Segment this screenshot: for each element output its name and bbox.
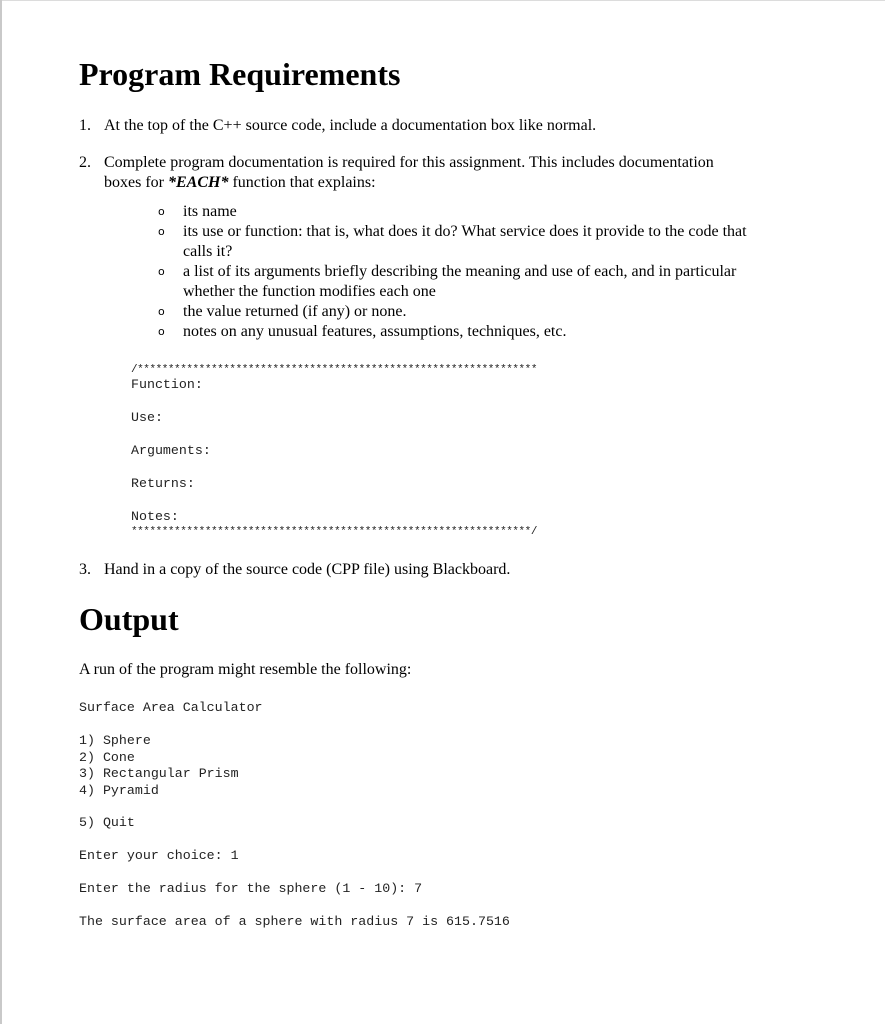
documentation-bullet-list [158, 202, 808, 342]
menu-option-quit: 5) Quit [79, 815, 135, 830]
doc-box-use: Use: [131, 410, 163, 425]
sample-choice-line: Enter your choice: 1 [79, 848, 239, 863]
bullet-text: its name [183, 203, 237, 220]
doc-box-returns: Returns: [131, 476, 195, 491]
bullet-circle-icon: o [158, 265, 165, 278]
requirement-item-3 [79, 560, 839, 580]
sample-menu [79, 733, 239, 799]
requirement-text-post: function that explains: [228, 174, 376, 191]
doc-box-bottom-border: *****************************************************************/ [131, 526, 537, 538]
bullet-item [158, 222, 808, 262]
page-left-border [0, 0, 2, 1024]
bullet-text: a list of its arguments briefly describing the meaning and use of each, and in particular [183, 263, 737, 280]
requirement-text-pre: boxes for [104, 174, 168, 191]
requirement-text-line-1: Complete program documentation is required for this assignment. This includes documentation [104, 154, 714, 171]
menu-option: 2) Cone [79, 749, 135, 765]
sample-title: Surface Area Calculator [79, 700, 263, 715]
output-intro: A run of the program might resemble the following: [79, 661, 412, 678]
doc-box-function: Function: [131, 377, 203, 392]
bullet-circle-icon: o [158, 225, 165, 238]
requirement-number: 1. [79, 117, 91, 134]
bullet-text: calls it? [183, 243, 233, 260]
bullet-circle-icon: o [158, 305, 165, 318]
bullet-item [158, 302, 808, 322]
bullet-item [158, 322, 808, 342]
requirement-emphasis: *EACH* [167, 174, 229, 191]
requirement-number: 2. [79, 154, 91, 171]
bullet-text: whether the function modifies each one [183, 283, 436, 300]
bullet-item [158, 262, 808, 302]
bullet-circle-icon: o [158, 325, 165, 338]
bullet-text: notes on any unusual features, assumptions, techniques, etc. [183, 323, 567, 340]
requirement-text: At the top of the C++ source code, include a documentation box like normal. [104, 117, 597, 134]
sample-radius-prompt: Enter the radius for the sphere (1 - 10): 7 [79, 881, 423, 896]
output-heading: Output [79, 601, 179, 637]
requirement-number: 3. [79, 561, 91, 578]
doc-box-arguments: Arguments: [131, 443, 211, 458]
requirement-text-line-2 [104, 173, 804, 193]
menu-option: 1) Sphere [79, 733, 151, 748]
program-requirements-heading: Program Requirements [79, 56, 401, 92]
doc-box-top-border: /***************************************************************** [131, 364, 537, 376]
requirement-item-2 [79, 153, 839, 193]
bullet-circle-icon: o [158, 205, 165, 218]
requirement-text: Hand in a copy of the source code (CPP file) using Blackboard. [104, 561, 511, 578]
menu-option: 4) Pyramid [79, 782, 159, 798]
sample-result-line: The surface area of a sphere with radius 7 is 615.7516 [79, 914, 510, 929]
doc-box-notes: Notes: [131, 509, 179, 524]
bullet-item [158, 202, 808, 222]
requirement-item-1 [79, 116, 839, 136]
menu-option: 3) Rectangular Prism [79, 766, 239, 781]
page-top-border [0, 0, 885, 1]
bullet-text: the value returned (if any) or none. [183, 303, 407, 320]
bullet-text: its use or function: that is, what does it do? What service does it provide to the code that [183, 223, 747, 240]
